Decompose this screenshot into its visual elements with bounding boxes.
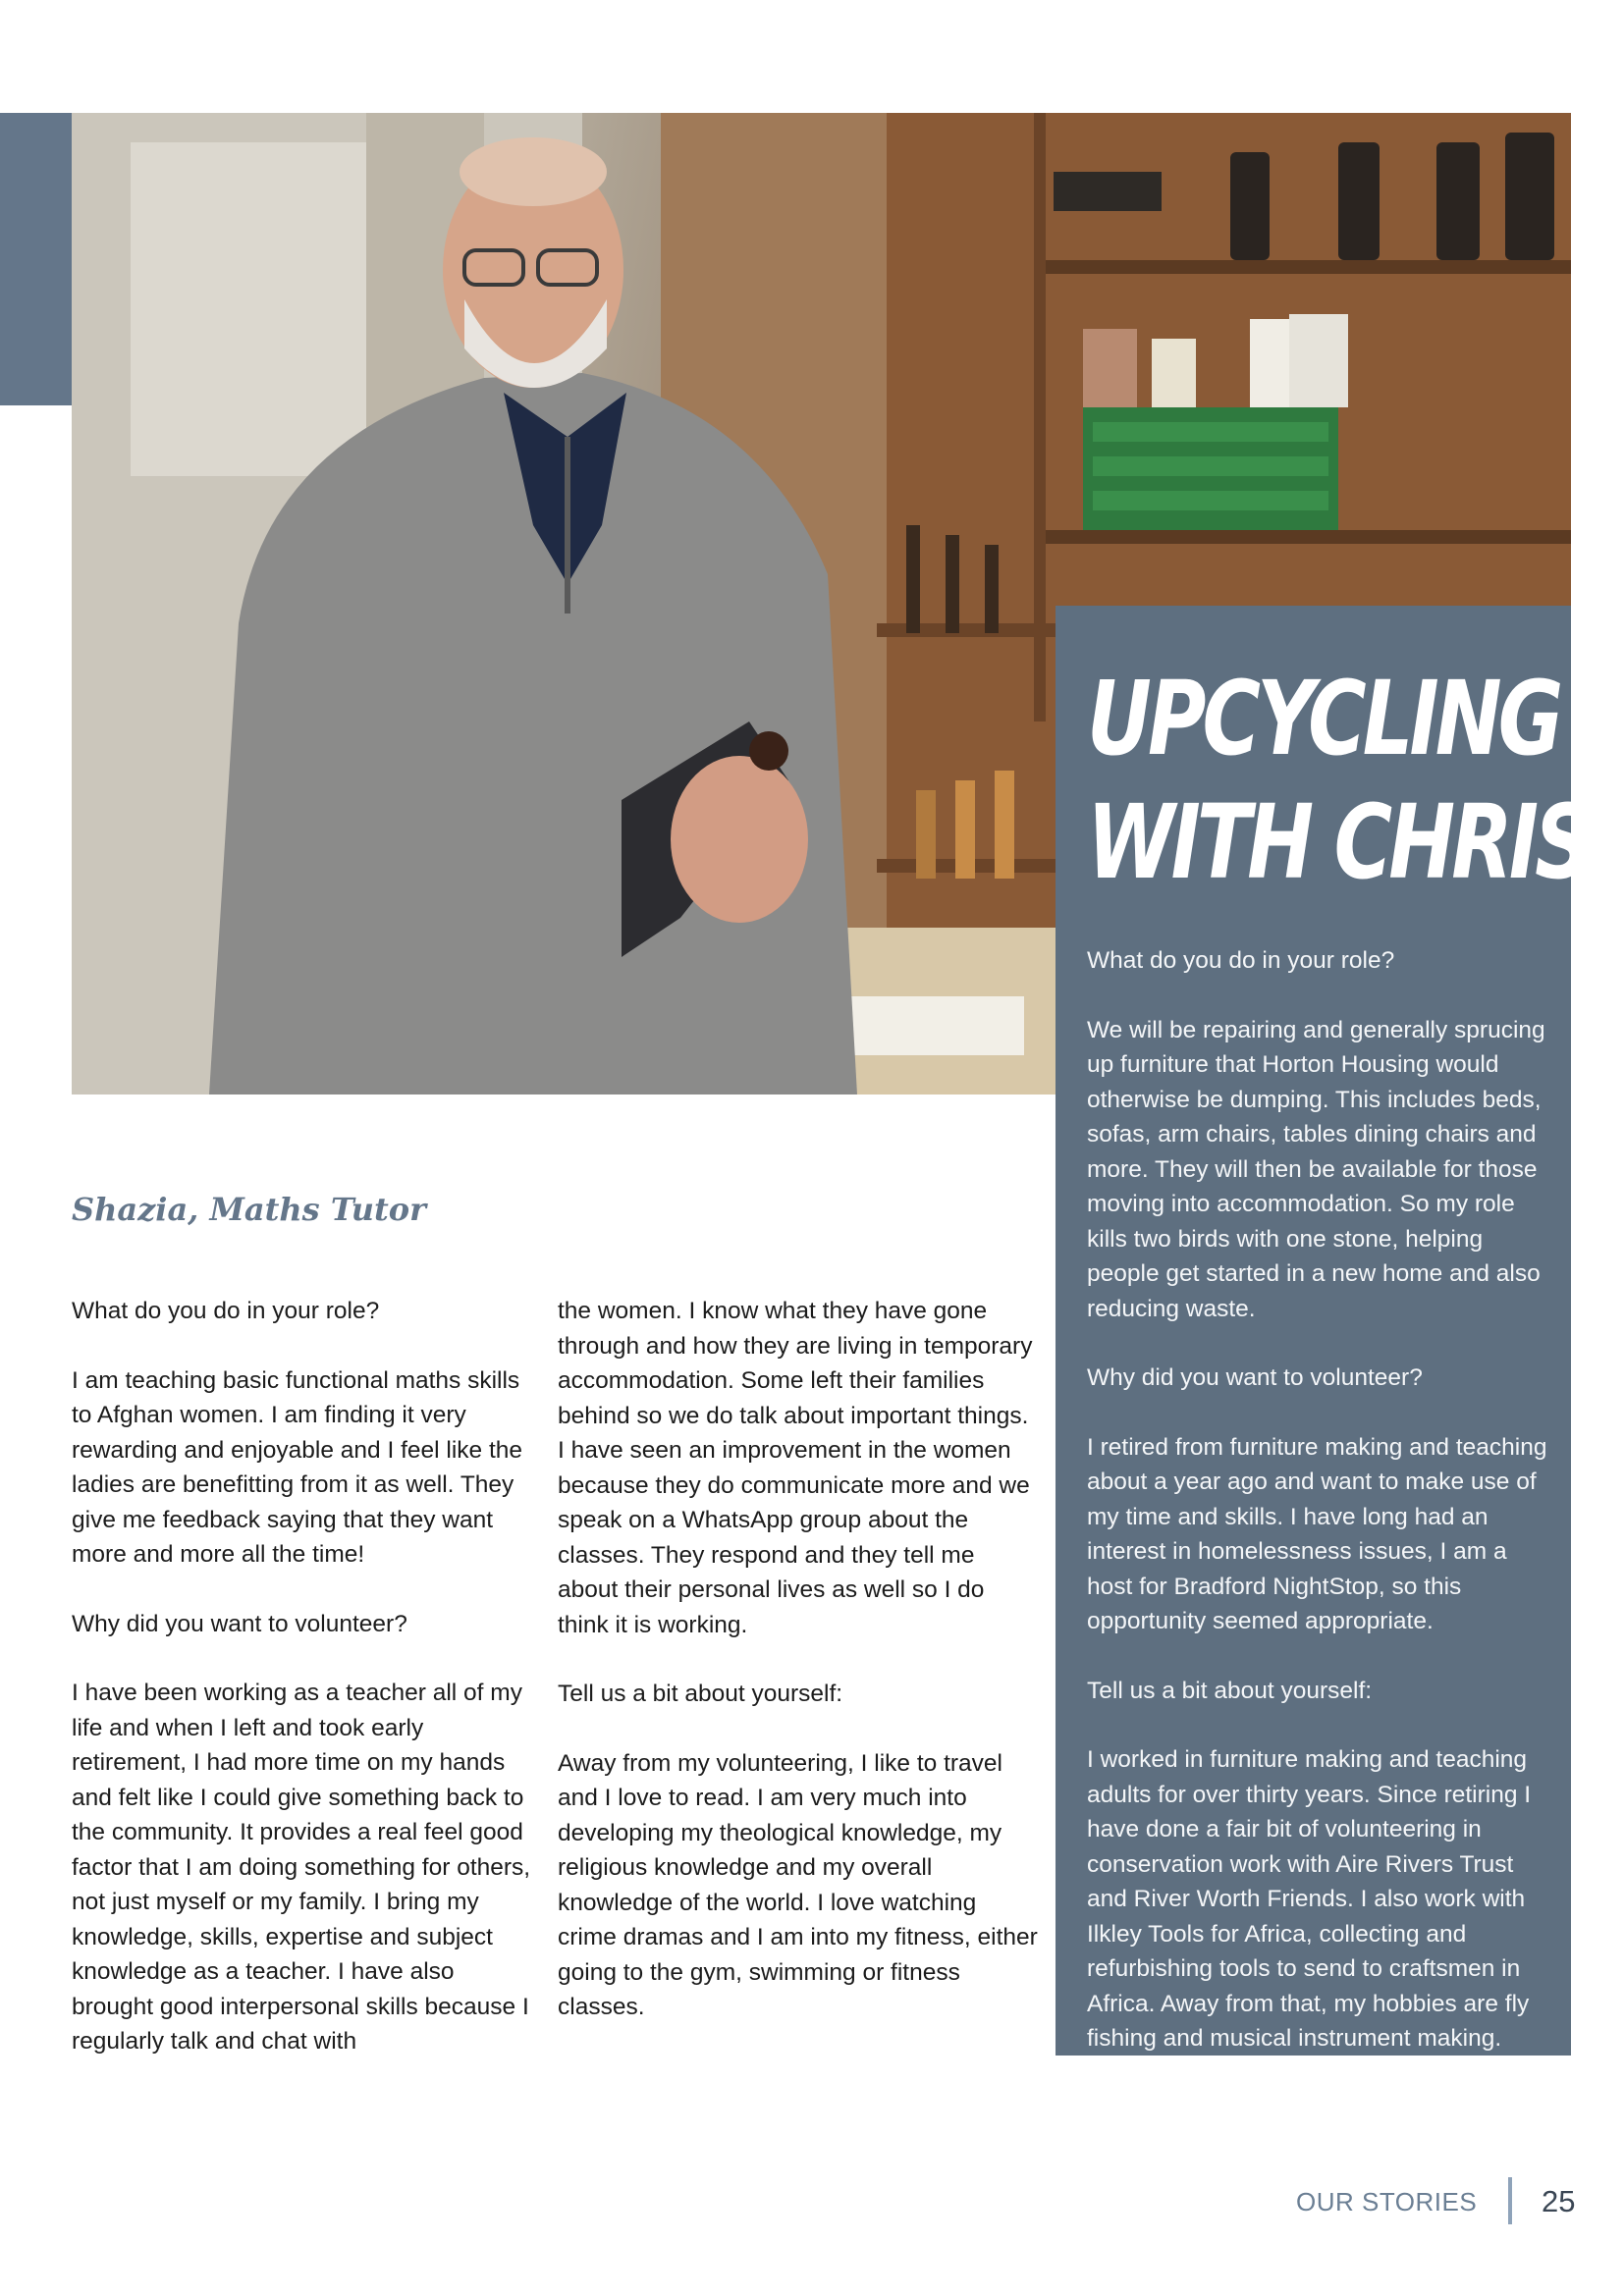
article-headline: UPCYCLING WITH CHRIS <box>1087 659 1589 902</box>
column-paragraph: What do you do in your role? <box>72 1298 380 1324</box>
story-byline: Shazia, Maths Tutor <box>72 1191 426 1228</box>
sidebar-answer-about: I worked in furniture making and teaching adults for over thirty years. Since retiring I have done a fair bit of volunteering in conservation work with Aire Rivers Trust and River Worth Friends. I also work with Ilkley Tools for Africa, collecting and refurbishing tools to send to craftsmen in Africa. Away from that, my hobbies are fly fishing and musical instrument making. <box>1087 1746 1532 2052</box>
column-paragraph: the women. I know what they have gone through and how they are living in temporary accommodation. Some left their families behind so we do talk about important things. I have seen an improvement in the women because they do communicate more and we speak on a WhatsApp group about the classes. They respond and they tell me about their personal lives as well so I do think it is working. <box>558 1298 1033 1638</box>
side-accent-bar <box>0 113 72 405</box>
story-column-1 <box>72 1294 533 2094</box>
footer-divider <box>1508 2177 1512 2224</box>
column-paragraph: I am teaching basic functional maths skills to Afghan women. I am finding it very rewarding and enjoyable and I feel like the ladies are benefitting from it as well. They give me feedback saying that they want more and more all the time! <box>72 1366 523 1568</box>
feature-sidebar <box>1056 606 1589 2056</box>
column-paragraph: Why did you want to volunteer? <box>72 1610 407 1637</box>
sidebar-answer-volunteer: I retired from furniture making and teaching about a year ago and want to make use of my time and skills. I have long had an interest in homelessness issues, I am a host for Bradford NightStop, so this opportunity seemed appropriate. <box>1087 1433 1547 1634</box>
section-label: OUR STORIES <box>1296 2187 1478 2216</box>
page-footer <box>1296 2177 1591 2226</box>
page-number: 25 <box>1542 2184 1576 2218</box>
sidebar-answer-role: We will be repairing and generally sprucing up furniture that Horton Housing would otherwise be dumping. This includes beds, sofas, arm chairs, tables dining chairs and more. They will then be available for those moving into accommodation. So my role kills two birds with one stone, helping people get started in a new home and also reducing waste. <box>1087 1016 1545 1322</box>
column-paragraph: Tell us a bit about yourself: <box>558 1681 843 1707</box>
column-paragraph: Away from my volunteering, I like to travel and I love to read. I am very much into developing my theological knowledge, my religious knowledge and my overall knowledge of the world. I love watching crime dramas and I am into my fitness, either going to the gym, swimming or fitness classes. <box>558 1749 1038 2020</box>
story-column-2 <box>558 1294 1039 2059</box>
sidebar-question-volunteer: Why did you want to volunteer? <box>1087 1364 1423 1391</box>
sidebar-question-role: What do you do in your role? <box>1087 947 1395 974</box>
column-paragraph: I have been working as a teacher all of my life and when I left and took early retirement, I had more time on my hands and felt like I could give something back to the community. It provides a real feel good factor that I am doing something for others, not just myself or my family. I bring my knowledge, skills, expertise and subject knowledge as a teacher. I have also brought good interpersonal skills because I regularly talk and chat with <box>72 1680 531 2055</box>
sidebar-question-about: Tell us a bit about yourself: <box>1087 1677 1373 1704</box>
